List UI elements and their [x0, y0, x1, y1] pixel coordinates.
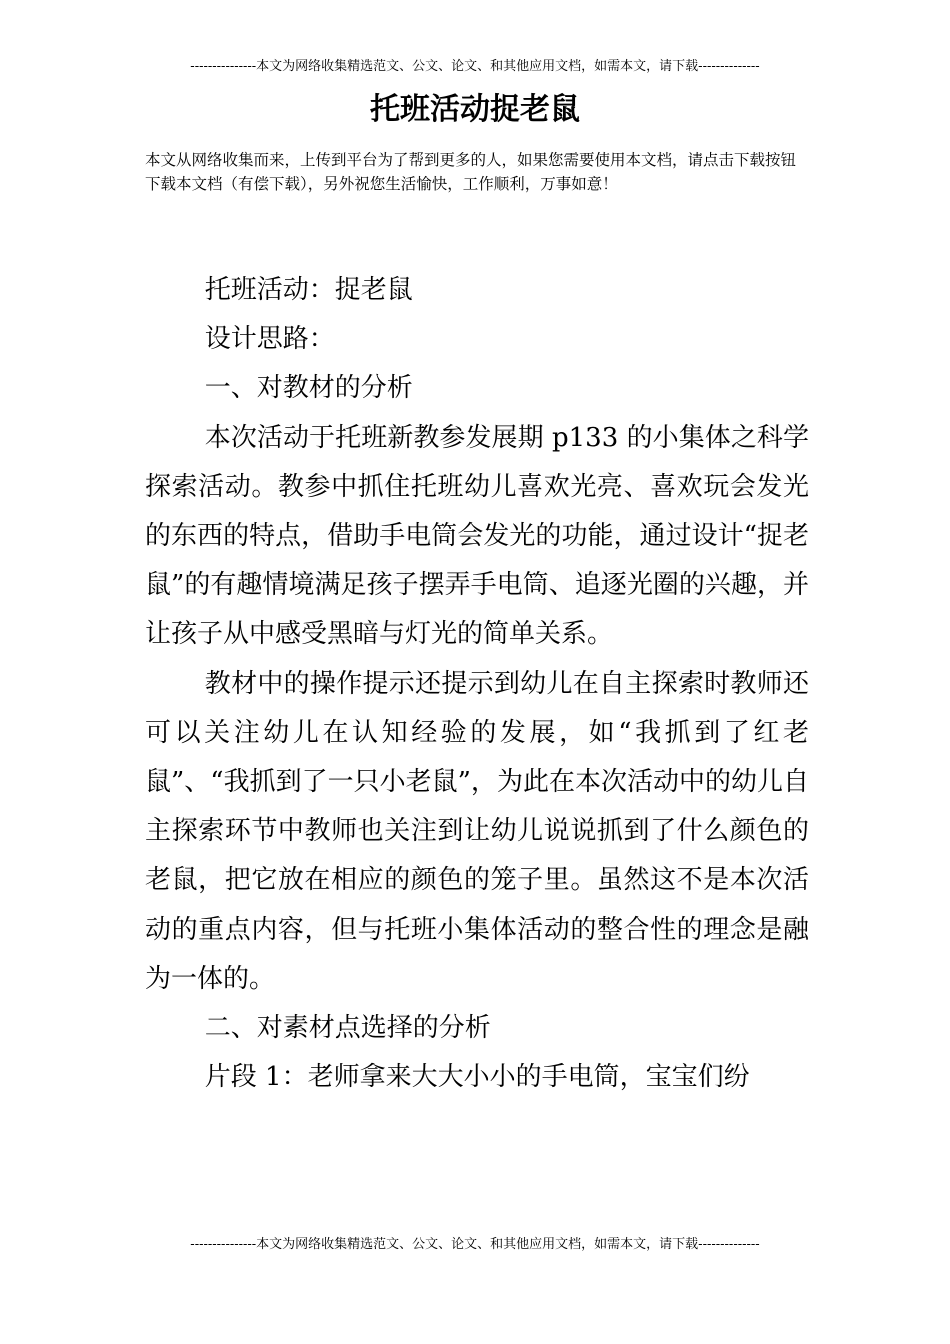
- page-header-banner: ---------------本文为网络收集精选范文、公文、论文、和其他应用文档，如需本文，请下载--------------: [190, 59, 760, 74]
- paragraph-section-two-heading: 二、对素材点选择的分析: [204, 1013, 491, 1044]
- page-footer-banner: ---------------本文为网络收集精选范文、公文、论文、和其他应用文档，如需本文，请下载--------------: [190, 1237, 760, 1252]
- paragraph-activity-title: 托班活动：捉老鼠: [204, 275, 413, 305]
- document-title: 托班活动捉老鼠: [370, 92, 580, 127]
- paragraph-operation-hints: 教材中的操作提示还提示到幼儿在自主探索时教师还可以关注幼儿在认知经验的发展，如“我抓到了红老鼠”、“我抓到了一只小老鼠”，为此在本次活动中的幼儿自主探索环节中教师也关注到让幼儿说说抓到了什么颜色的老鼠，把它放在相应的颜色的笼子里。虽然这不是本次活动的重点内容，但与托班小集体活动的整合性的理念是融为一体的。: [145, 668, 809, 994]
- paragraph-design-heading: 设计思路：: [204, 324, 335, 355]
- document-body: [145, 266, 809, 1102]
- paragraph-material-analysis: 本次活动于托班新教参发展期 p133 的小集体之科学探索活动。教参中抓住托班幼儿喜欢光亮、喜欢玩会发光的东西的特点，借助手电筒会发光的功能，通过设计“捉老鼠”的有趣情境满足孩子摆弄手电筒、追逐光圈的兴趣，并让孩子从中感受黑暗与灯光的简单关系。: [145, 422, 809, 650]
- paragraph-fragment-one: 片段 1：老师拿来大大小小的手电筒，宝宝们纷: [204, 1062, 750, 1093]
- paragraph-section-one-heading: 一、对教材的分析: [204, 373, 413, 404]
- intro-note: 本文从网络收集而来，上传到平台为了帮到更多的人，如果您需要使用本文档，请点击下载按钮下载本文档（有偿下载），另外祝您生活愉快，工作顺利，万事如意！: [145, 151, 797, 193]
